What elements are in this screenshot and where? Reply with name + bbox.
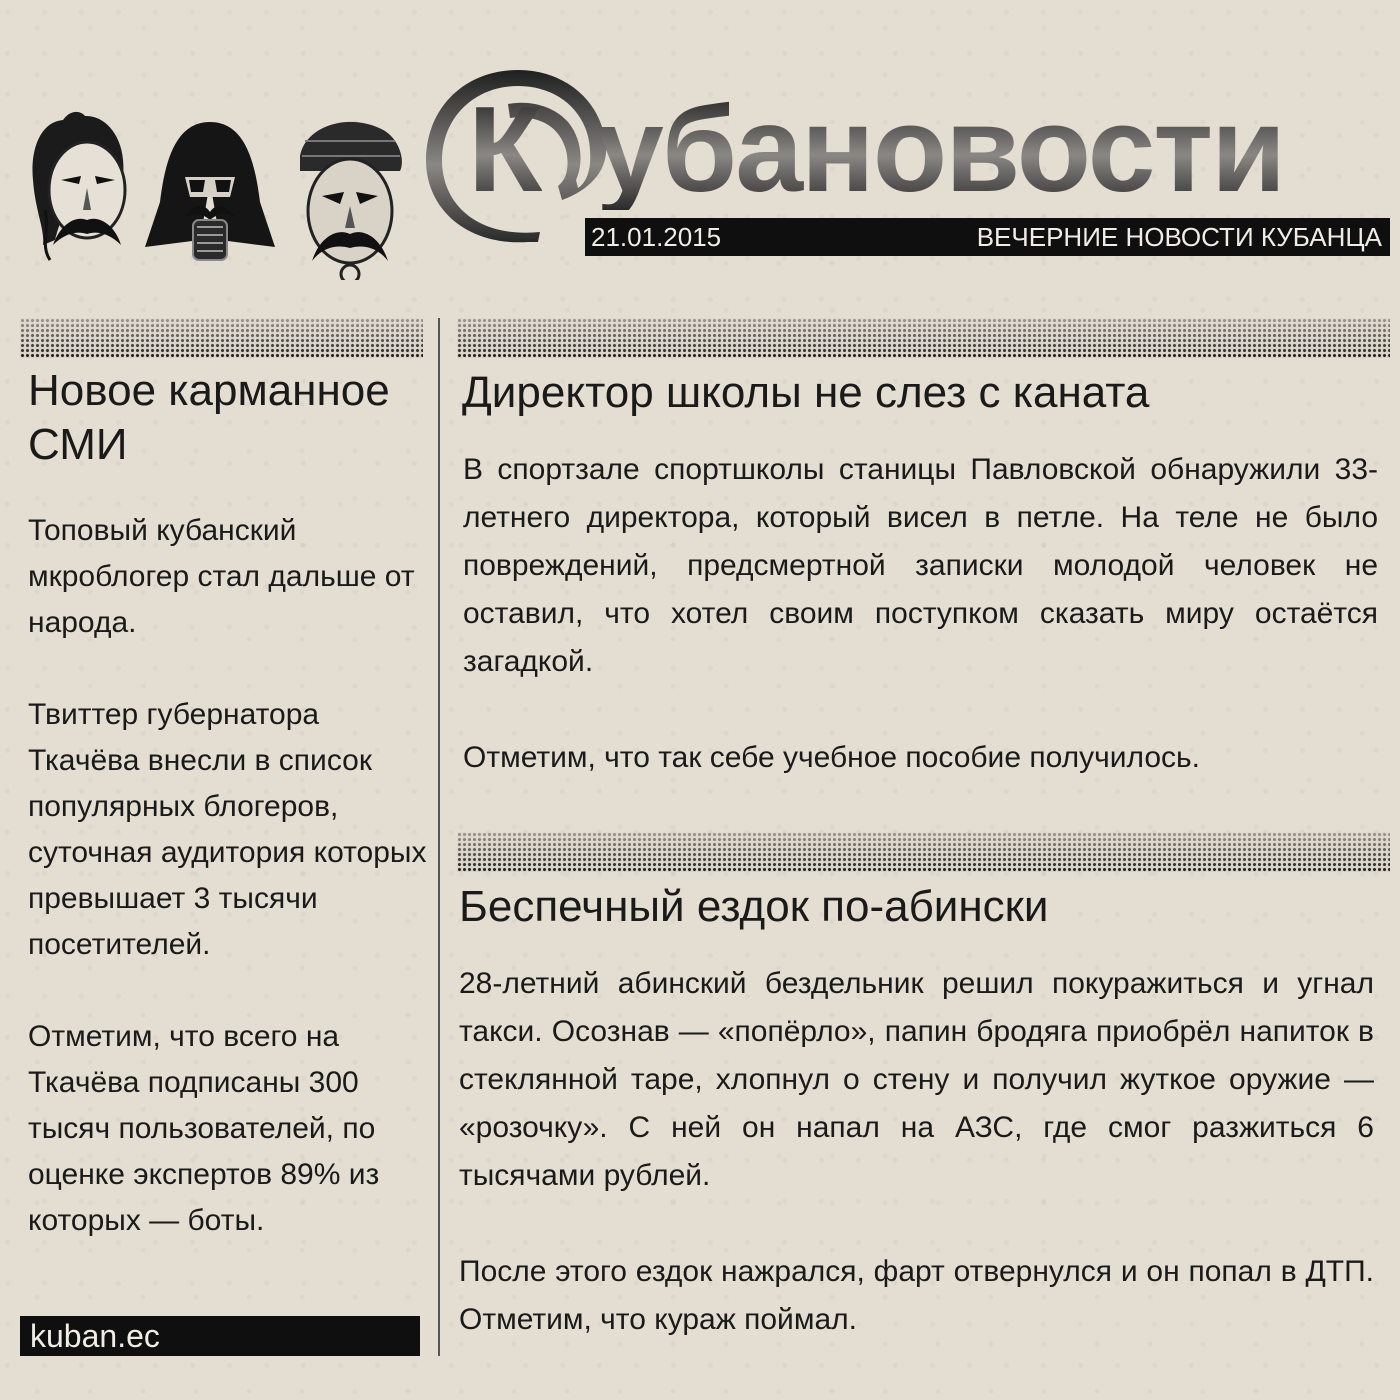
article-paragraph: В спортзале спортшколы станицы Павловской обнаружили 33-летнего директора, который висел в петле. На теле не было повреждений, предсмертной записки молодой человек не оставил, что хотел своим поступком сказать миру остаётся загадкой. xyxy=(463,453,1378,678)
logo-word: убановости xyxy=(596,81,1285,217)
sidebar-title: Новое карманное СМИ xyxy=(28,366,390,469)
article-title: Директор школы не слез с каната xyxy=(462,368,1150,417)
article-body xyxy=(459,960,1374,1392)
article-body xyxy=(463,446,1378,830)
sidebar-body xyxy=(28,508,436,1290)
sidebar-paragraph: Твиттер губернатора Ткачёва внесли в список популярных блогеров, суточная аудитория которых превышает 3 тысячи посетителей. xyxy=(28,698,427,961)
article-paragraph: 28-летний абинский бездельник решил покуражиться и угнал такси. Осознав — «попёрло», папин бродяга приобрёл напиток в стеклянной таре, хлопнул о стену и получил жуткое оружие — «розочку». С ней он напал на АЗС, где смог разжиться 6 тысячами рублей. xyxy=(459,967,1374,1192)
issue-date: 21.01.2015 xyxy=(591,221,722,252)
column-divider xyxy=(438,318,440,1356)
tagline: ВЕЧЕРНИЕ НОВОСТИ КУБАНЦА xyxy=(976,221,1382,252)
sidebar-paragraph: Топовый кубанский мкроблогер стал дальше от народа. xyxy=(28,514,415,639)
logo-letter: К xyxy=(468,81,543,217)
cossack-masks xyxy=(25,110,410,280)
article-paragraph: После этого ездок нажрался, фарт отвернулся и он попал в ДТП. Отметим, что кураж поймал. xyxy=(459,1255,1374,1336)
article-paragraph: Отметим, что так себе учебное пособие получилось. xyxy=(463,741,1200,774)
header-bar xyxy=(585,218,1390,256)
halftone-rule xyxy=(457,832,1390,872)
halftone-rule xyxy=(20,318,423,358)
cossack-hat-mask-icon xyxy=(300,122,402,280)
article-title: Беспечный ездок по-абински xyxy=(459,882,1049,931)
site-link[interactable]: kuban.ec xyxy=(20,1316,420,1356)
sidebar-paragraph: Отметим, что всего на Ткачёва подписаны 300 тысяч пользователей, по оценке экспертов 89% из которых — боты. xyxy=(28,1020,380,1237)
halftone-rule xyxy=(457,318,1390,358)
vader-cossack-mask-icon xyxy=(145,122,275,260)
cossack-mask-icon xyxy=(32,112,125,260)
